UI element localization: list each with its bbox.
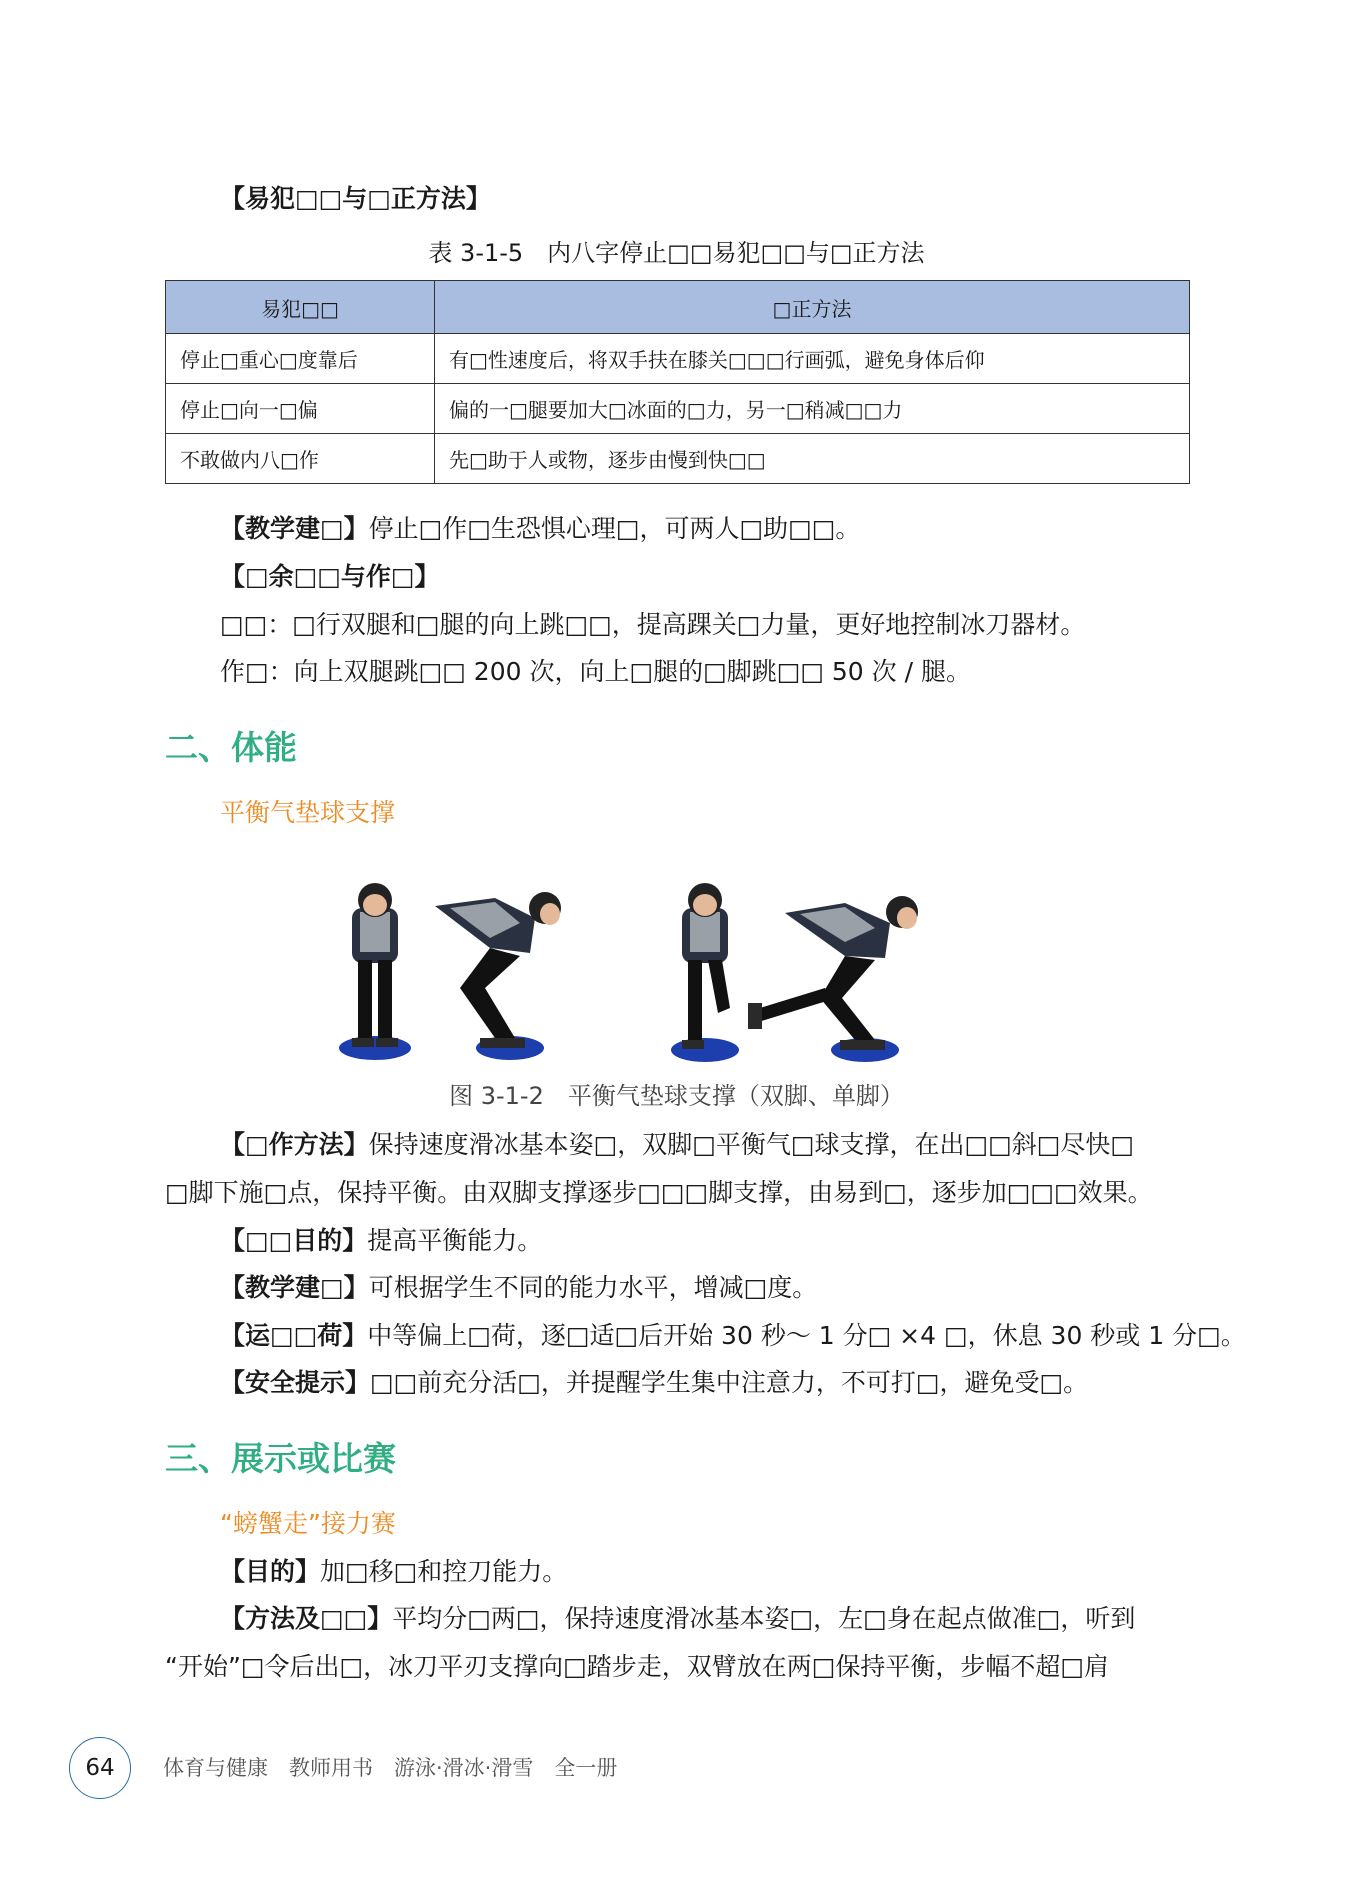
table-cell: 停止□向一□偏	[166, 384, 435, 434]
page-number: 64	[69, 1737, 131, 1799]
athlete-front-double-photo	[339, 883, 411, 1060]
rules-label: 【方法及□□】	[220, 1604, 393, 1633]
footer-book-title: 体育与健康 教师用书 游泳·滑冰·滑雪 全一册	[163, 1756, 618, 1780]
safety-line	[220, 1366, 1088, 1400]
method-label: 【□作方法】	[220, 1130, 369, 1159]
teaching-tip-1	[220, 512, 860, 546]
table-header-row	[166, 281, 1190, 334]
section-3-title: 三、展示或比赛	[165, 1439, 396, 1478]
rules-text-1: 平均分□两□，保持速度滑冰基本姿□，左□身在起点做准□，听到	[392, 1604, 1136, 1633]
method-text-1: 保持速度滑冰基本姿□，双脚□平衡气□球支撑，在出□□斜□尽快□	[368, 1130, 1134, 1159]
table-row	[166, 434, 1190, 484]
table-cell: 有□性速度后，将双手扶在膝关□□□行画弧，避免身体后仰	[435, 334, 1190, 384]
mistakes-heading: 【易犯□□与□正方法】	[220, 184, 491, 213]
teaching-tip-2-text: 可根据学生不同的能力水平，增减□度。	[368, 1273, 818, 1302]
teaching-tip-2	[220, 1271, 817, 1305]
practice-line: □□：□行双腿和□腿的向上跳□□，提高踝关□力量，更好地控制冰刀器材。	[220, 610, 1086, 639]
safety-text: □□前充分活□，并提醒学生集中注意力，不可打□，避免受□。	[370, 1368, 1089, 1397]
table-cell: 偏的一□腿要加大□冰面的□力，另一□稍减□□力	[435, 384, 1190, 434]
purpose-line	[220, 1224, 542, 1258]
table-header-cell: 易犯□□	[166, 281, 435, 334]
teaching-tip-1-text: 停止□作□生恐惧心理□，可两人□助□□。	[368, 514, 861, 543]
purpose-text: 提高平衡能力。	[367, 1226, 543, 1255]
athlete-front-single-photo	[671, 883, 739, 1062]
athlete-side-single-photo	[748, 896, 918, 1062]
table-header-cell: □正方法	[435, 281, 1190, 334]
homework-line: 作□：向上双腿跳□□ 200 次，向上□腿的□脚跳□□ 50 次 / 腿。	[220, 657, 971, 686]
table-cell: 不敢做内八□作	[166, 434, 435, 484]
method-line-1	[220, 1128, 1134, 1162]
athlete-side-double-photo	[435, 892, 561, 1060]
mistakes-table	[165, 280, 1190, 484]
purpose-label: 【□□目的】	[220, 1226, 368, 1255]
rules-line-2: “开始”□令后出□，冰刀平刃支撑向□踏步走，双臂放在两□保持平衡，步幅不超□肩	[165, 1652, 1110, 1681]
goal-line	[220, 1555, 567, 1589]
table-cell: 停止□重心□度靠后	[166, 334, 435, 384]
section-2-title: 二、体能	[165, 728, 297, 767]
load-text: 中等偏上□荷，逐□适□后开始 30 秒～ 1 分□ ×4 □，休息 30 秒或 1 分□。	[367, 1321, 1246, 1350]
goal-text: 加□移□和控刀能力。	[320, 1557, 568, 1586]
goal-label: 【目的】	[220, 1557, 321, 1586]
load-label: 【运□□荷】	[220, 1321, 368, 1350]
section-2-subtitle: 平衡气垫球支撑	[220, 798, 396, 827]
balance-cushion-photos	[330, 878, 1030, 1068]
method-line-2: □脚下施□点，保持平衡。由双脚支撑逐步□□□脚支撑，由易到□，逐步加□□□效果。	[165, 1178, 1153, 1207]
load-line	[220, 1319, 1246, 1353]
table-row	[166, 384, 1190, 434]
teaching-tip-2-label: 【教学建□】	[220, 1273, 369, 1302]
table-row	[166, 334, 1190, 384]
section-3-subtitle: “螃蟹走”接力赛	[220, 1509, 396, 1538]
figure-caption: 图 3-1-2 平衡气垫球支撑（双脚、单脚）	[449, 1082, 904, 1110]
extra-heading: 【□余□□与作□】	[220, 562, 440, 591]
rules-line-1	[220, 1602, 1135, 1636]
table-caption: 表 3-1-5 内八字停止□□易犯□□与□正方法	[428, 239, 925, 267]
table-cell: 先□助于人或物，逐步由慢到快□□	[435, 434, 1190, 484]
teaching-tip-1-label: 【教学建□】	[220, 514, 369, 543]
safety-label: 【安全提示】	[220, 1368, 371, 1397]
